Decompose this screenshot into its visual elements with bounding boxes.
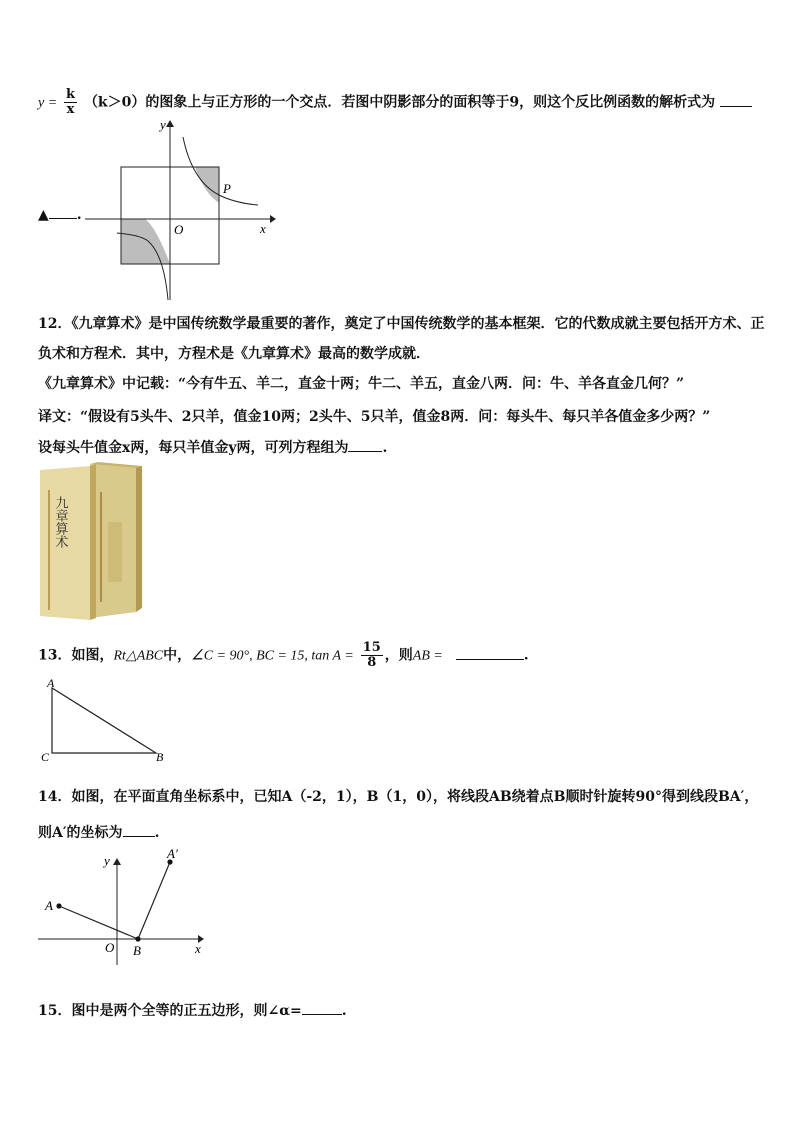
q14-label-a-prime: A′ bbox=[167, 846, 178, 861]
q15-text: 15．图中是两个全等的正五边形，则∠α= bbox=[38, 1003, 302, 1019]
q11-frac-den: x bbox=[66, 102, 75, 117]
q11-statement bbox=[38, 88, 752, 117]
q11-fraction bbox=[64, 88, 77, 117]
q13-frac-den: 8 bbox=[367, 655, 377, 670]
q13-frac-num: 15 bbox=[362, 640, 381, 655]
q13-end: . bbox=[523, 647, 529, 664]
q12-line-5-end: . bbox=[382, 440, 388, 456]
q11-figure bbox=[80, 115, 280, 305]
q14-line-2 bbox=[38, 822, 159, 842]
q13-statement bbox=[38, 641, 529, 670]
q11-x-label: x bbox=[260, 221, 266, 236]
q12-line-5-text: 设每头牛值金x两，每只羊值金y两，可列方程组为 bbox=[38, 440, 349, 456]
q12-line-3: 《九章算术》中记载：“今有牛五、羊二，直金十两；牛二、羊五，直金八两．问：牛、羊各直金几何？” bbox=[38, 376, 685, 392]
q12-line-4: 译文：“假设有5头牛、2只羊，值金10两；2头牛、5只羊，值金8两．问：每头牛、每只羊各值金多少两？” bbox=[38, 409, 711, 425]
q14-figure bbox=[36, 843, 216, 968]
q11-prefix: y = bbox=[38, 95, 58, 111]
q14-line-2-text: 则A′的坐标为 bbox=[38, 825, 123, 841]
q11-point-p-label: P bbox=[223, 181, 231, 196]
q13-mid: 中， bbox=[163, 647, 192, 664]
q11-frac-num: k bbox=[66, 87, 76, 102]
q13-condition: ∠C = 90°, BC = 15, tan A = bbox=[191, 648, 354, 664]
q14-origin-label: O bbox=[105, 940, 115, 955]
q13-label-a: A bbox=[47, 676, 55, 690]
q11-shaded-top-right bbox=[195, 167, 219, 203]
q11-shaded-bottom-left bbox=[121, 219, 170, 264]
q12-book-title: 九章算术 bbox=[52, 496, 68, 548]
q14-answer-blank[interactable] bbox=[123, 822, 155, 837]
q15-statement bbox=[38, 1000, 347, 1020]
q11-answer-line bbox=[38, 204, 82, 223]
q13-triangle bbox=[52, 688, 156, 753]
q13-rt-triangle: Rt△ABC bbox=[113, 648, 164, 664]
q13-fraction bbox=[361, 641, 383, 670]
q14-x-label: x bbox=[195, 941, 201, 956]
q14-y-label: y bbox=[104, 853, 110, 868]
q11-hyperbola-branch-1 bbox=[183, 137, 258, 205]
q15-end: . bbox=[341, 1003, 347, 1019]
q11-suffix: （k＞0）的图象上与正方形的一个交点．若图中阴影部分的面积等于9，则这个反比例函数的解析式为 bbox=[83, 94, 716, 111]
q14-point-a bbox=[56, 903, 61, 908]
q12-line-1: 12．《九章算术》是中国传统数学最重要的著作，奠定了中国传统数学的基本框架．它的代数成就主要包括开方术、正 bbox=[38, 316, 765, 332]
q13-tail: ，则 bbox=[384, 647, 413, 664]
q13-ab: AB = bbox=[412, 648, 443, 664]
q14-segment-ba-prime bbox=[138, 862, 170, 939]
q14-line-2-end: . bbox=[154, 825, 160, 841]
q12-book-image bbox=[38, 462, 142, 622]
q12-answer-blank[interactable] bbox=[348, 437, 382, 452]
q11-answer-blank-2[interactable] bbox=[49, 204, 77, 219]
q11-period: . bbox=[76, 207, 82, 223]
q13-label-c: C bbox=[41, 750, 50, 764]
q15-answer-blank[interactable] bbox=[302, 1000, 342, 1015]
q14-label-a: A bbox=[45, 898, 53, 913]
q14-segment-ab bbox=[59, 906, 138, 939]
q14-point-b bbox=[135, 936, 140, 941]
q13-answer-blank[interactable] bbox=[456, 645, 524, 660]
q11-answer-marker: ▲ bbox=[38, 207, 49, 223]
q12-line-5 bbox=[38, 437, 387, 457]
q11-origin-label: O bbox=[174, 222, 184, 237]
q12-line-2: 负术和方程术．其中，方程术是《九章算术》最高的数学成就． bbox=[38, 346, 430, 362]
q13-lead: 13．如图， bbox=[38, 647, 114, 664]
q11-y-label: y bbox=[160, 117, 166, 132]
q13-triangle-figure bbox=[38, 675, 178, 765]
q14-line-1: 14．如图，在平面直角坐标系中，已知A（-2，1），B（1，0），将线段AB绕着点B顺时针旋转90°得到线段BA′， bbox=[38, 789, 759, 805]
q11-answer-blank[interactable] bbox=[720, 92, 752, 107]
q13-label-b: B bbox=[156, 750, 164, 764]
q14-label-b: B bbox=[133, 943, 141, 958]
